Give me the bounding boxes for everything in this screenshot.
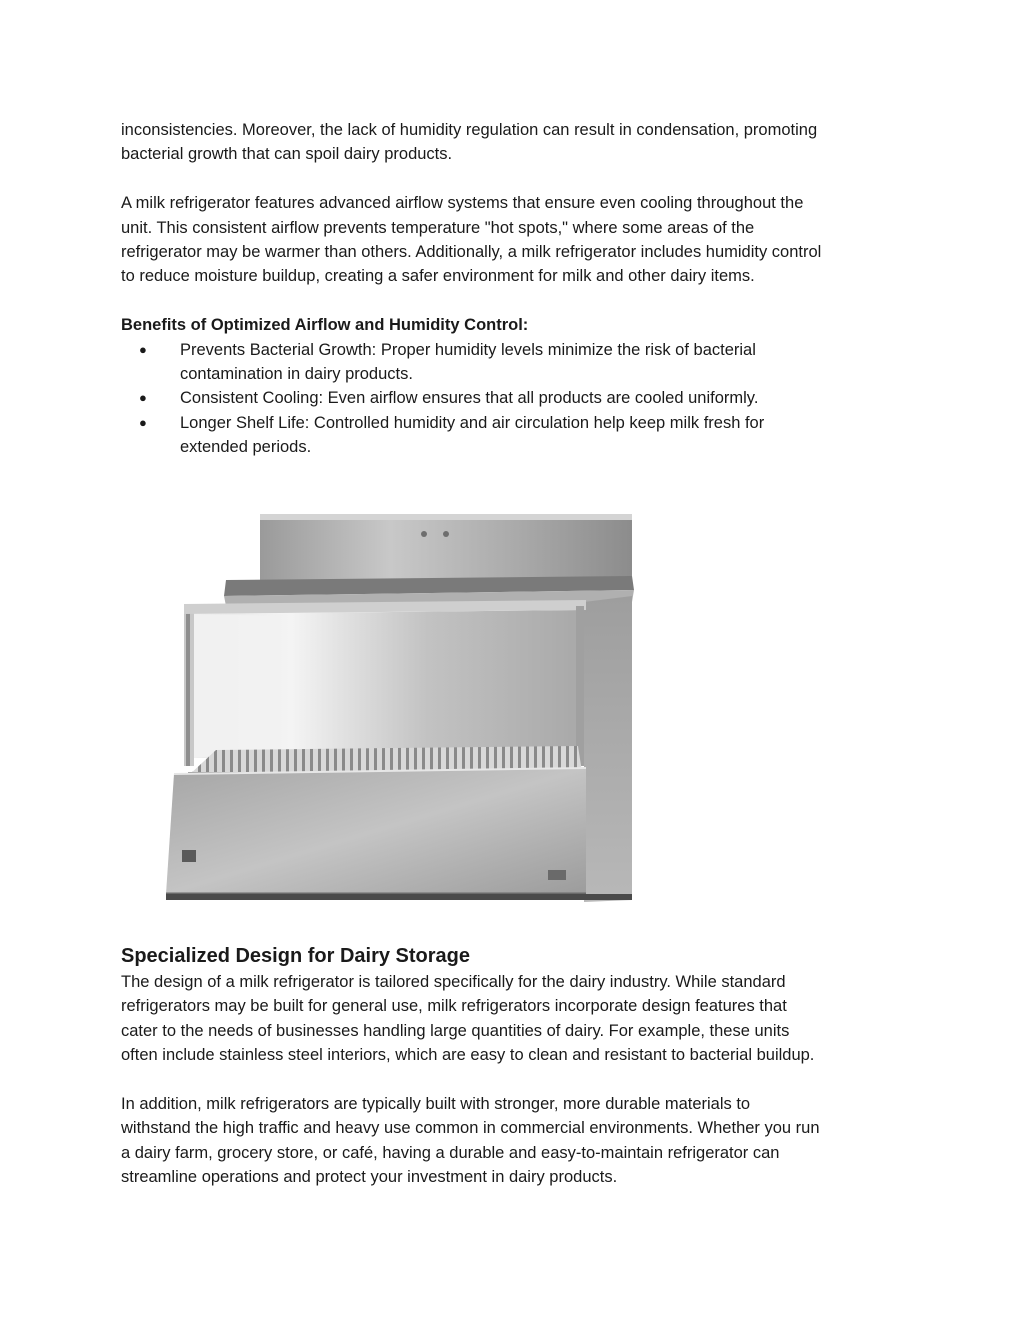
intro-section: [121, 118, 911, 460]
intro-paragraph-1: [121, 118, 911, 167]
text-line: streamline operations and protect your investment in dairy products.: [121, 1168, 618, 1187]
text-line: to reduce moisture buildup, creating a safer environment for milk and other dairy items.: [121, 267, 755, 286]
list-item: [121, 386, 911, 410]
text-line: cater to the needs of businesses handling large quantities of dairy. For example, these units: [121, 1021, 790, 1040]
list-item-text: Longer Shelf Life: Controlled humidity and air circulation help keep milk fresh for: [180, 413, 765, 432]
bullet-icon: ●: [139, 414, 147, 430]
list-item-text: contamination in dairy products.: [180, 365, 413, 384]
text-line: inconsistencies. Moreover, the lack of humidity regulation can result in condensation, promoting: [121, 121, 818, 139]
bullet-icon: ●: [139, 341, 147, 357]
benefits-list: [121, 338, 911, 460]
design-paragraph-2: [121, 1092, 911, 1190]
intro-paragraph-2: [121, 191, 911, 289]
milk-refrigerator-image: [166, 510, 638, 902]
text-line: The design of a milk refrigerator is tailored specifically for the dairy industry. While standard: [121, 973, 786, 991]
milk-refrigerator-photo-icon: [166, 510, 638, 902]
benefits-heading: Benefits of Optimized Airflow and Humidity Control:: [121, 316, 529, 335]
design-section: [121, 970, 911, 1190]
text-line: a dairy farm, grocery store, or café, having a durable and easy-to-maintain refrigerator can: [121, 1143, 780, 1162]
text-line: unit. This consistent airflow prevents temperature "hot spots," where some areas of the: [121, 218, 755, 237]
list-item: [121, 338, 911, 387]
text-line: In addition, milk refrigerators are typically built with stronger, more durable materials to: [121, 1095, 751, 1114]
text-line: refrigerators may be built for general use, milk refrigerators incorporate design features that: [121, 997, 787, 1016]
section-title: Specialized Design for Dairy Storage: [121, 945, 470, 967]
text-line: refrigerator may be warmer than others. Additionally, a milk refrigerator includes humidity control: [121, 243, 822, 262]
list-item-text: Prevents Bacterial Growth: Proper humidity levels minimize the risk of bacterial: [180, 340, 756, 359]
text-line: often include stainless steel interiors, which are easy to clean and resistant to bacterial buildup.: [121, 1046, 815, 1065]
text-line: withstand the high traffic and heavy use common in commercial environments. Whether you run: [121, 1119, 820, 1138]
list-item-text: extended periods.: [180, 438, 312, 457]
text-line: A milk refrigerator features advanced airflow systems that ensure even cooling throughout the: [121, 194, 804, 213]
bullet-icon: ●: [139, 390, 147, 406]
list-item: [121, 411, 911, 460]
list-item-text: Consistent Cooling: Even airflow ensures that all products are cooled uniformly.: [180, 389, 759, 408]
text-line: bacterial growth that can spoil dairy products.: [121, 145, 453, 164]
design-paragraph-1: [121, 970, 911, 1068]
